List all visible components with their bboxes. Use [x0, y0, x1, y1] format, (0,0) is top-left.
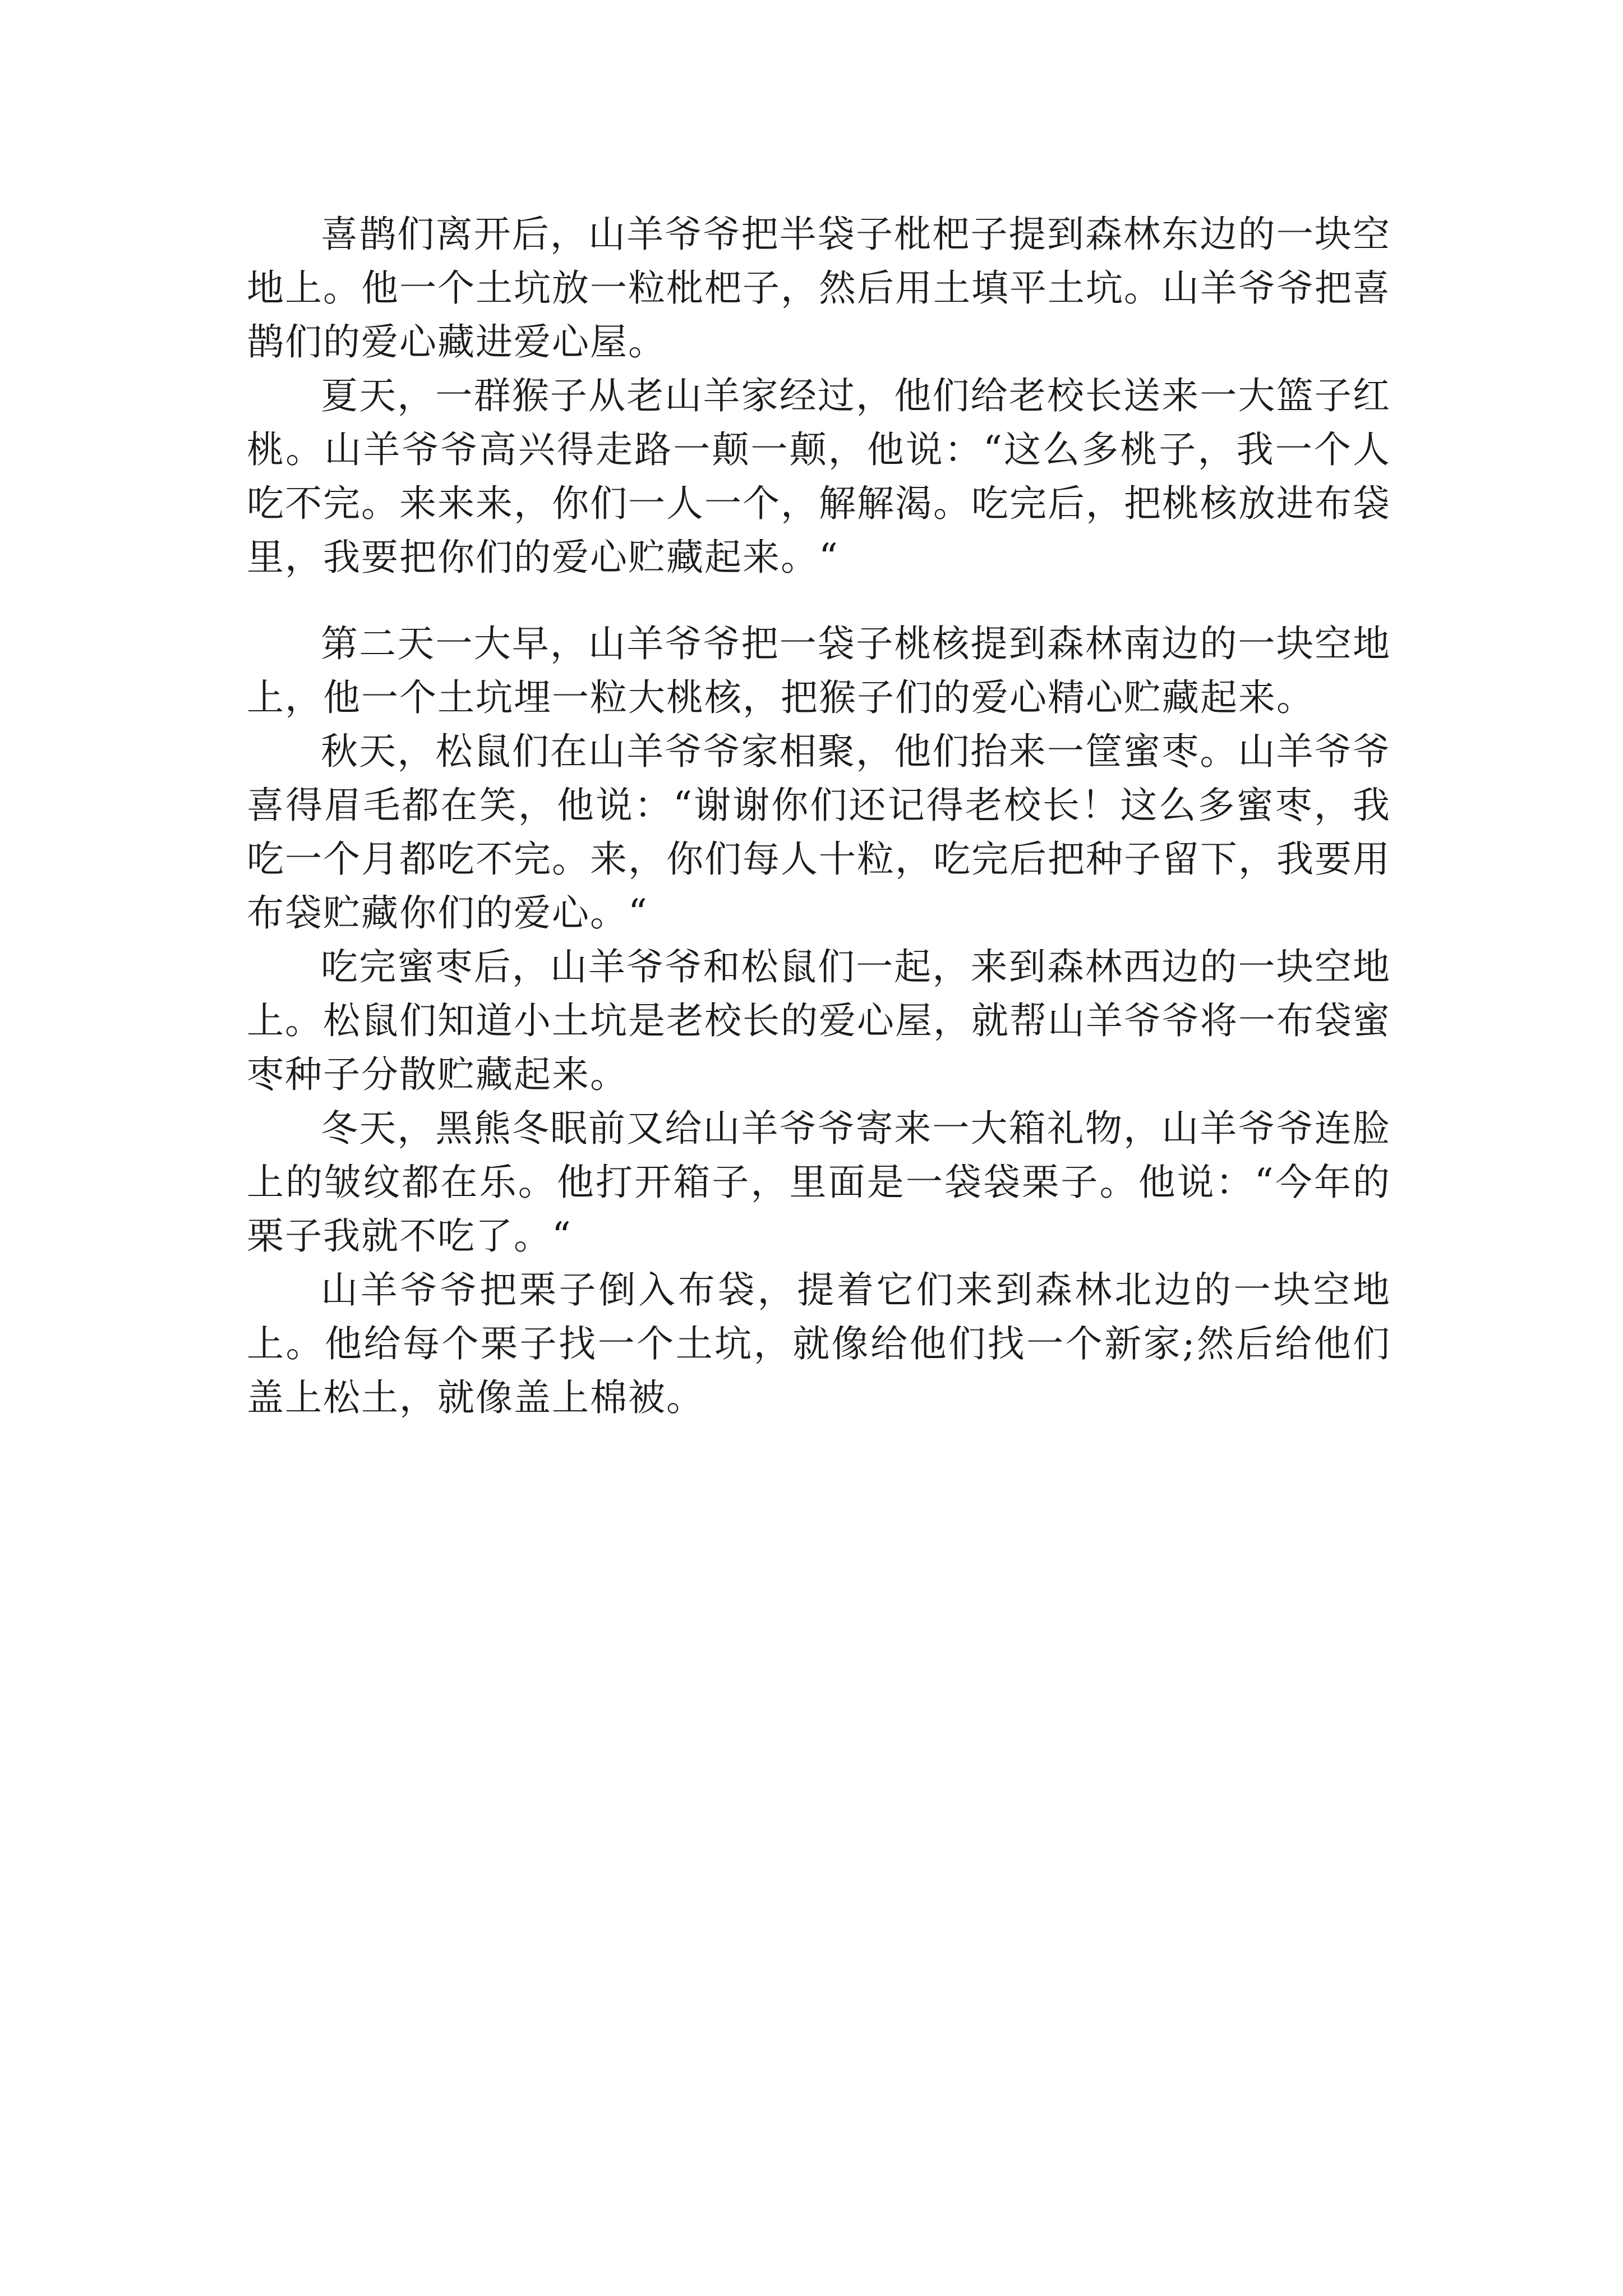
- paragraph-after-dates: 吃完蜜枣后，山羊爷爷和松鼠们一起，来到森林西边的一块空地上。松鼠们知道小土坑是老校长的爱心屋，就帮山羊爷爷将一布袋蜜枣种子分散贮藏起来。: [247, 945, 1391, 1096]
- paragraph-next-morning: 第二天一大早，山羊爷爷把一袋子桃核提到森林南边的一块空地上，他一个土坑埋一粒大桃核，把猴子们的爱心精心贮藏起来。: [247, 622, 1391, 719]
- paragraph-magpies: 喜鹊们离开后，山羊爷爷把半袋子枇杷子提到森林东边的一块空地上。他一个土坑放一粒枇杷子，然后用土填平土坑。山羊爷爷把喜鹊们的爱心藏进爱心屋。: [247, 213, 1391, 364]
- paragraph-winter-bear: 冬天，黑熊冬眠前又给山羊爷爷寄来一大箱礼物，山羊爷爷连脸上的皱纹都在乐。他打开箱子，里面是一袋袋栗子。他说：“今年的栗子我就不吃了。“: [247, 1107, 1391, 1258]
- paragraph-chestnuts: 山羊爷爷把栗子倒入布袋，提着它们来到森林北边的一块空地上。他给每个栗子找一个土坑，就像给他们找一个新家;然后给他们盖上松土，就像盖上棉被。: [247, 1268, 1391, 1419]
- paragraph-autumn-squirrels: 秋天，松鼠们在山羊爷爷家相聚，他们抬来一筐蜜枣。山羊爷爷喜得眉毛都在笑，他说：“谢谢你们还记得老校长！这么多蜜枣，我吃一个月都吃不完。来，你们每人十粒，吃完后把种子留下，我要用布袋贮藏你们的爱心。“: [247, 730, 1391, 935]
- paragraph-summer-monkeys: 夏天，一群猴子从老山羊家经过，他们给老校长送来一大篮子红桃。山羊爷爷高兴得走路一颠一颠，他说：“这么多桃子，我一个人吃不完。来来来，你们一人一个，解解渴。吃完后，把桃核放进布袋里，我要把你们的爱心贮藏起来。“: [247, 374, 1391, 579]
- document-page: [247, 208, 1391, 1425]
